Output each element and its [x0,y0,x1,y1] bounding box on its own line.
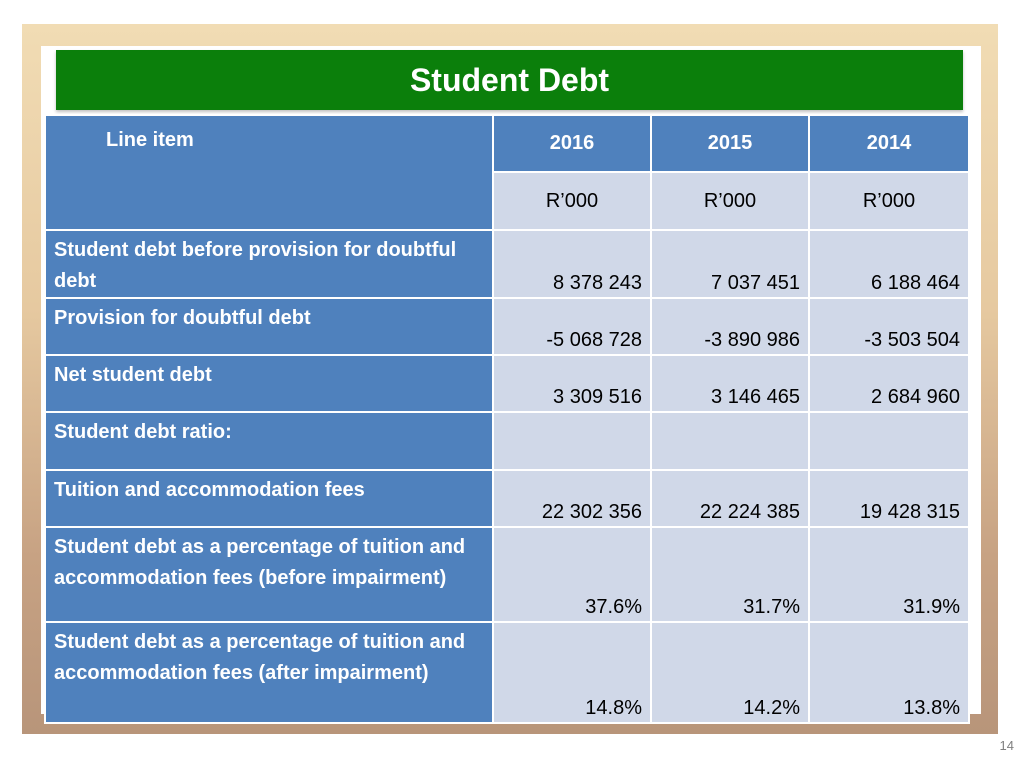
row-label: Student debt ratio: [45,412,493,470]
slide-title: Student Debt [409,61,610,98]
header-line-item: Line item [45,115,493,230]
header-year-2015: 2015 [651,115,809,172]
header-year-2016: 2016 [493,115,651,172]
row-label: Student debt as a percentage of tuition and accommodation fees (after impairment) [45,622,493,723]
row-label: Net student debt [45,355,493,412]
row-value-2015: 3 146 465 [651,355,809,412]
row-value-2015: 14.2% [651,622,809,723]
row-value-2014: 13.8% [809,622,969,723]
table-row [45,412,969,470]
row-value-2015: 7 037 451 [651,230,809,298]
row-value-2016: 3 309 516 [493,355,651,412]
row-value-2014 [809,412,969,470]
row-value-2016: 8 378 243 [493,230,651,298]
table-row [45,470,969,527]
row-value-2016 [493,412,651,470]
row-label: Tuition and accommodation fees [45,470,493,527]
row-value-2014: 6 188 464 [809,230,969,298]
row-value-2015: 22 224 385 [651,470,809,527]
table-row [45,298,969,355]
row-value-2016: 14.8% [493,622,651,723]
row-value-2014: 19 428 315 [809,470,969,527]
row-label: Student debt as a percentage of tuition and accommodation fees (before impairment) [45,527,493,622]
row-value-2015: 31.7% [651,527,809,622]
table-row [45,622,969,723]
table-row [45,355,969,412]
unit-2015: R’000 [651,172,809,230]
row-value-2016: -5 068 728 [493,298,651,355]
row-value-2014: 2 684 960 [809,355,969,412]
row-value-2016: 22 302 356 [493,470,651,527]
row-value-2014: -3 503 504 [809,298,969,355]
unit-2014: R’000 [809,172,969,230]
header-year-2014: 2014 [809,115,969,172]
row-value-2016: 37.6% [493,527,651,622]
row-value-2015 [651,412,809,470]
unit-2016: R’000 [493,172,651,230]
row-label: Provision for doubtful debt [45,298,493,355]
table-header-row [45,115,969,172]
title-bar [56,50,963,110]
row-label: Student debt before provision for doubtful debt [45,230,493,298]
table-row [45,230,969,298]
row-value-2015: -3 890 986 [651,298,809,355]
student-debt-table [44,114,970,724]
table-row [45,527,969,622]
row-value-2014: 31.9% [809,527,969,622]
page-number: 14 [999,738,1014,753]
